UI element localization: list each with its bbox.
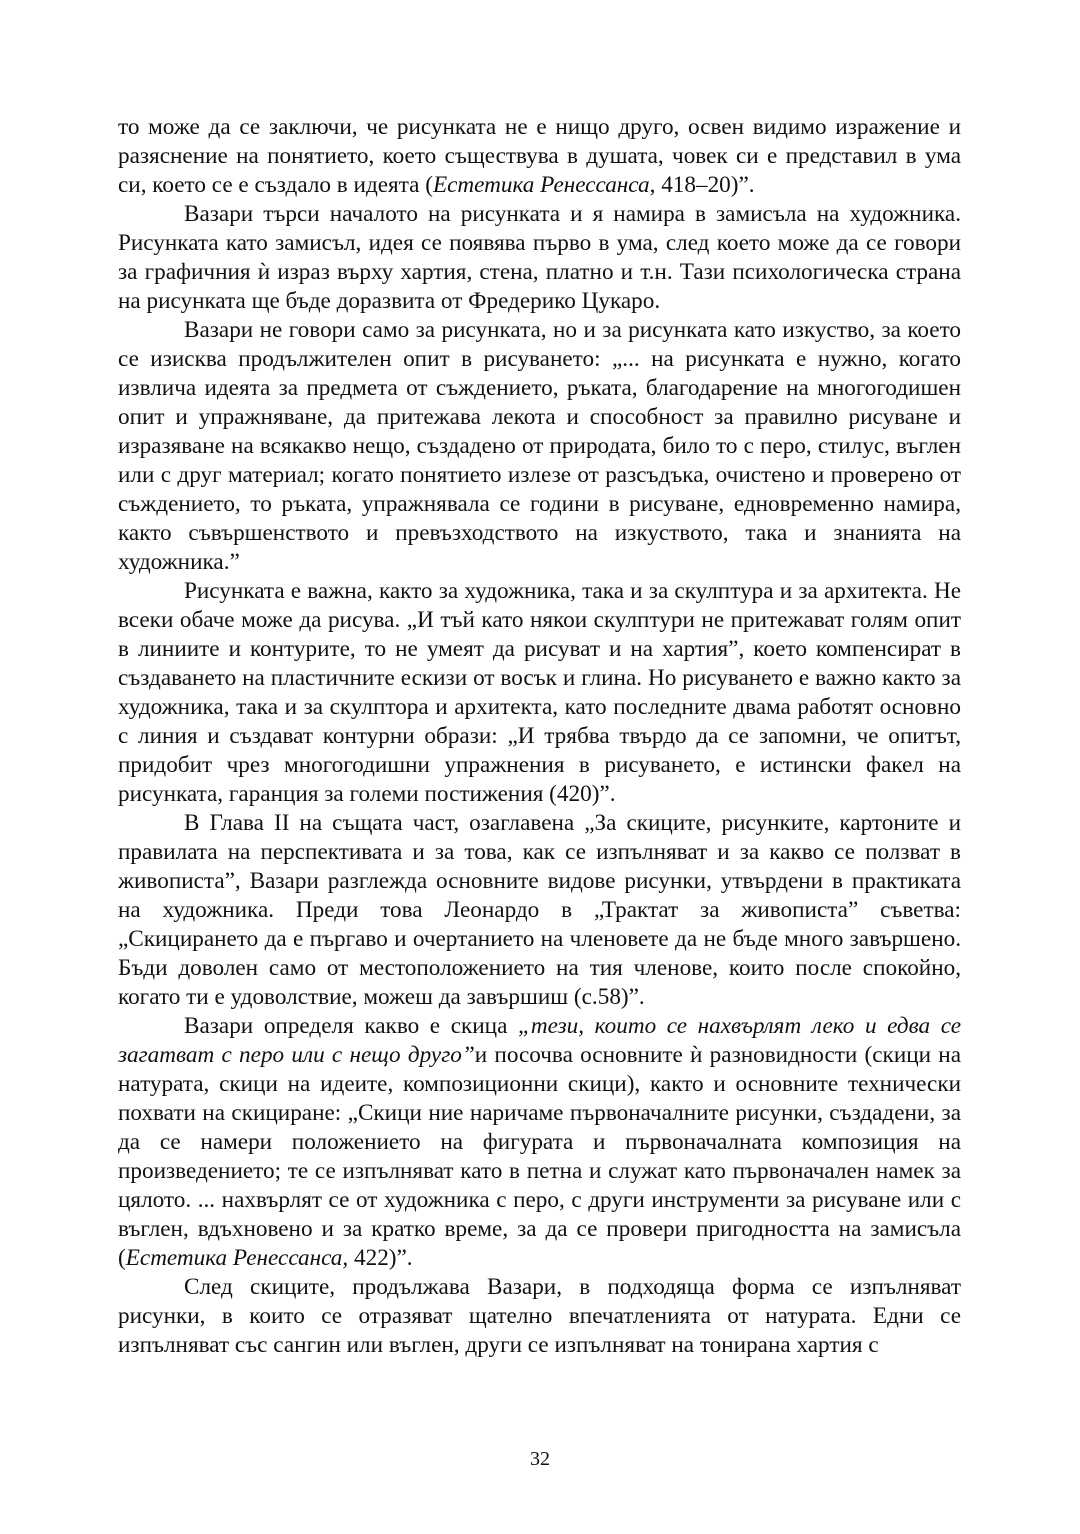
text-run: и посочва основните ѝ разновидности (скици на натурата, скици на идеите, композиционни скици), както и основните технически похвати на скициране: „Скици ние наричаме първоначалните рисунки, създадени, за да се намери положението на фигурата и първоначалната композиция на произведението; те се изпълняват като в петна и служат като първоначален намек за цялото. ... нахвърлят се от художника с перо, с други инструменти за рисуване или с въглен, вдъхновено и за кратко време, за да се провери пригодността на замисъла (	[118, 1042, 962, 1271]
paragraph-2	[118, 200, 961, 316]
text-run: , 418–20)”.	[649, 172, 755, 198]
text-run: Вазари не говори само за рисунката, но и за рисунката като изкуство, за което се изисква продължителен опит в рисуването: „... на рисунката е нужно, когато извлича идеята за предмета от съждението, ръката, благодарение на многогодишен опит и упражняване, да притежава лекота и способност за правилно рисуване и изразяване на всякакво нещо, създадено от природата, било то с перо, стилус, въглен или с друг материал; когато понятието излезе от разсъдъка, очистено и проверено от съждението, то ръката, упражнявала се години в рисуване, едновременно намира, както съвършенството и превъзходството на изкуството, така и знанията на художника.”	[118, 317, 961, 575]
text-run: Рисунката е важна, както за художника, така и за скулптура и за архитекта. Не всеки обаче може да рисува. „И тъй като някои скулптури не притежават голям опит в линиите и контурите, то не умеят да рисуват и на хартия”, което компенсират в създаването на пластичните ескизи от восък и глина. Но рисуването е важно както за художника, така и за скулптора и архитекта, като последните двама работят основно с линия и създават контурни образи: „И трябва твърдо да се запомни, че опитът, придобит чрез многогодишни упражнения в рисуването, е истински факел на рисунката, гаранция за големи постижения (420)”.	[118, 578, 961, 807]
text-run: 422)”.	[348, 1245, 413, 1271]
paragraph-7	[118, 1273, 961, 1360]
paragraph-4	[118, 577, 961, 809]
paragraph-1	[118, 113, 961, 200]
italic-quote: „тези, които се нахвърлят леко и едва се загатват с перо или с нещо друго”	[118, 1013, 961, 1068]
text-run: то може да се заключи, че рисунката не е нищо друго, освен видимо изражение и разяснение на понятието, което съществува в душата, човек си е представил в ума си, което се е създало в идеята (	[118, 114, 961, 198]
paragraph-5	[118, 809, 961, 1012]
document-body	[118, 113, 961, 1360]
italic-citation: Естетика Ренессанса	[432, 172, 650, 198]
paragraph-6	[118, 1012, 961, 1273]
italic-citation: Естетика Ренессанса,	[125, 1245, 349, 1271]
text-run: Вазари определя какво е скица	[184, 1013, 518, 1039]
text-run: След скиците, продължава Вазари, в подходяща форма се изпълняват рисунки, в които се отразяват щателно впечатленията от натурата. Едни се изпълняват със сангин или въглен, други се изпълняват на тонирана хартия с	[118, 1274, 961, 1358]
text-run: В Глава II на същата част, озаглавена „За скиците, рисунките, картоните и правилата на перспективата и за това, как се изпълняват и за какво се ползват в живописта”, Вазари разглежда основните видове рисунки, утвърдени в практиката на художника. Преди това Леонардо в „Трактат за живописта” съветва: „Скицирането да е пъргаво и очертанието на членовете да не бъде много завършено. Бъди доволен само от местоположението на тия членове, които после спокойно, когато ти е удоволствие, можеш да завършиш (с.58)”.	[118, 810, 961, 1010]
paragraph-3	[118, 316, 961, 577]
page-number: 32	[530, 1448, 550, 1470]
text-run: Вазари търси началото на рисунката и я намира в замисъла на художника. Рисунката като замисъл, идея се появява първо в ума, след което може да се говори за графичния ѝ израз върху хартия, стена, платно и т.н. Тази психологическа страна на рисунката ще бъде доразвита от Фредерико Цукаро.	[118, 201, 961, 314]
